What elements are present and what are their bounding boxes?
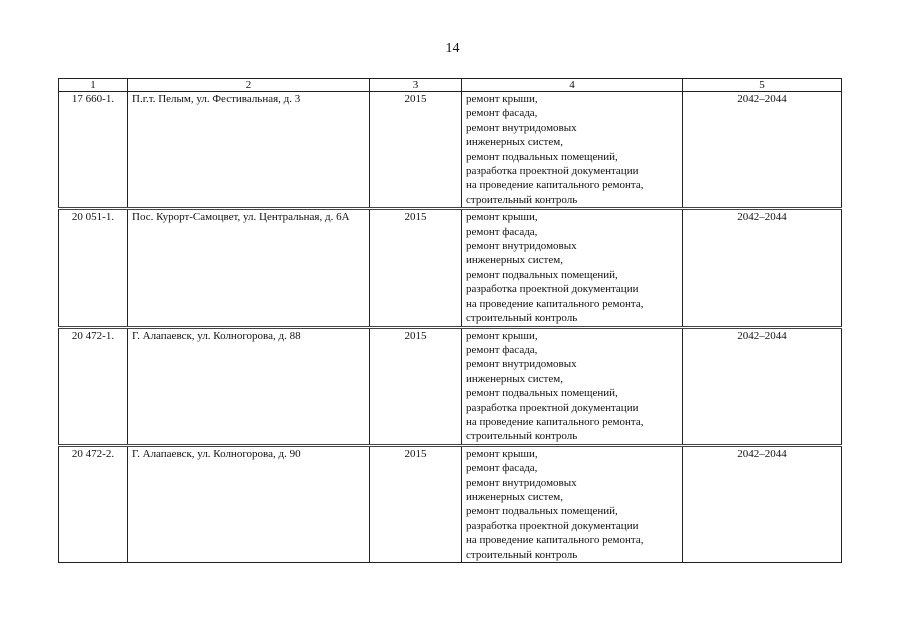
- work-item: ремонт внутридомовых: [466, 121, 577, 134]
- work-item: инженерных систем,: [466, 254, 563, 267]
- page-number: 14: [445, 41, 460, 56]
- work-item: ремонт крыши,: [466, 93, 538, 105]
- work-item: ремонт фасада,: [466, 343, 538, 356]
- work-item: на проведение капитального ремонта,: [466, 534, 644, 547]
- column-header-4: 4: [462, 79, 683, 92]
- work-item: разработка проектной документации: [466, 401, 639, 414]
- year-cell: 2015: [370, 445, 462, 562]
- work-item: инженерных систем,: [466, 136, 563, 149]
- work-item: инженерных систем,: [466, 490, 563, 503]
- work-item: ремонт фасада,: [466, 107, 538, 120]
- work-item: разработка проектной документации: [466, 283, 639, 296]
- work-item: ремонт внутридомовых: [466, 358, 577, 371]
- column-header-3: 3: [370, 79, 462, 92]
- works-cell: [462, 92, 683, 209]
- work-item: ремонт внутридомовых: [466, 240, 577, 253]
- column-header-1: 1: [59, 79, 128, 92]
- address-cell: П.г.т. Пелым, ул. Фестивальная, д. 3: [128, 92, 370, 209]
- period-cell: 2042–2044: [683, 209, 842, 327]
- work-item: на проведение капитального ремонта,: [466, 297, 644, 310]
- work-item: ремонт внутридомовых: [466, 476, 577, 489]
- work-item: ремонт фасада,: [466, 462, 538, 475]
- row-number-cell: 20 472-1.: [59, 327, 128, 445]
- address-cell: Пос. Курорт-Самоцвет, ул. Центральная, д. 6А: [128, 209, 370, 327]
- work-item: строительный контроль: [466, 430, 578, 443]
- work-item: строительный контроль: [466, 312, 578, 325]
- work-item: ремонт крыши,: [466, 211, 538, 224]
- work-item: инженерных систем,: [466, 372, 563, 385]
- table-row: [59, 209, 842, 327]
- period-cell: 2042–2044: [683, 327, 842, 445]
- year-cell: 2015: [370, 92, 462, 209]
- period-cell: 2042–2044: [683, 92, 842, 209]
- work-item: ремонт крыши,: [466, 329, 538, 342]
- work-item: ремонт подвальных помещений,: [466, 150, 618, 163]
- period-cell: 2042–2044: [683, 445, 842, 562]
- table-row: [59, 445, 842, 562]
- table-row: [59, 92, 842, 209]
- table-header-row: [59, 79, 842, 92]
- work-item: ремонт подвальных помещений,: [466, 505, 618, 518]
- work-item: ремонт подвальных помещений,: [466, 387, 618, 400]
- works-cell: [462, 327, 683, 445]
- work-item: строительный контроль: [466, 193, 578, 206]
- work-item: строительный контроль: [466, 548, 578, 561]
- column-header-5: 5: [683, 79, 842, 92]
- row-number-cell: 20 051-1.: [59, 209, 128, 327]
- column-header-2: 2: [128, 79, 370, 92]
- row-number-cell: 17 660-1.: [59, 92, 128, 209]
- table-row: [59, 327, 842, 445]
- work-item: разработка проектной документации: [466, 165, 639, 178]
- work-item: разработка проектной документации: [466, 519, 639, 532]
- work-item: ремонт крыши,: [466, 447, 538, 460]
- year-cell: 2015: [370, 327, 462, 445]
- address-cell: Г. Алапаевск, ул. Колногорова, д. 90: [128, 445, 370, 562]
- address-cell: Г. Алапаевск, ул. Колногорова, д. 88: [128, 327, 370, 445]
- row-number-cell: 20 472-2.: [59, 445, 128, 562]
- repair-schedule-table: [58, 78, 842, 563]
- works-cell: [462, 445, 683, 562]
- works-cell: [462, 209, 683, 327]
- work-item: ремонт подвальных помещений,: [466, 268, 618, 281]
- work-item: на проведение капитального ремонта,: [466, 415, 644, 428]
- year-cell: 2015: [370, 209, 462, 327]
- work-item: на проведение капитального ремонта,: [466, 179, 644, 192]
- work-item: ремонт фасада,: [466, 225, 538, 238]
